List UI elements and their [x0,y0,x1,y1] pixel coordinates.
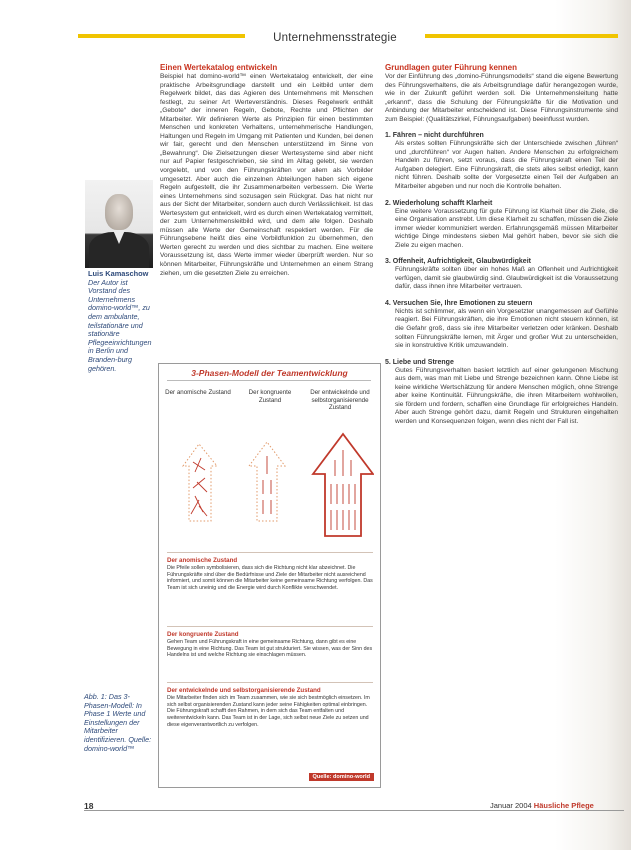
anomic-arrow-icon [183,444,217,521]
figure-source-tag: Quelle: domino-world [309,773,375,781]
section-title: Unternehmensstrategie [245,32,425,46]
middle-heading: Einen Wertekatalog entwickeln [160,63,278,72]
figure-section-2-heading: Der kongruente Zustand [167,631,239,638]
phase-arrows-diagram [165,426,374,546]
right-column [385,63,618,793]
right-heading: Grundlagen guter Führung kennen [385,63,517,72]
self-organizing-arrow-icon [313,434,373,536]
item-3-text: Führungskräfte sollten über ein hohes Maß an Offenheit und Aufrichtigkeit verfügen, damit sie glaubwürdig sind. Glaubwürdigkeit ist die Voraussetzung dafür, dass ihnen ihre Mitarbeiter vertrauen. [395,266,618,291]
item-1-text: Als erstes sollten Führungskräfte sich der Unterschiede zwischen „führen“ und „durchführen“ vor Augen halten. Andere Menschen zu erfolgreichem Handeln zu führen, setzt voraus, dass die Führungskraft einen Teil der Aufgaben delegiert. Eine Führungskraft, die stets alles selbst erledigt, kann nicht führen. Deshalb sollte der Vorgesetzte einen Teil der Aufgaben an Mitarbeiter abgeben und nur noch die Kontrolle behalten. [395,140,618,191]
author-photo [85,180,153,268]
item-5-title: 5. Liebe und Strenge [385,358,454,366]
phase-label-3: Der entwickelnde und selbstorganisierende Zustand [310,389,370,411]
right-intro: Vor der Einführung des „domino-Führungsmodells“ stand die eigene Bewertung des Führungsverhaltens, die als Arbeitsgrundlage dafür herangezogen wurde, wie in der Zukunft geführt werden soll. Die Unternehmensleitung hatte „erkannt“, dass die Schulung der Führungskräfte für die Motivation und Anbindung der Mitarbeiter entscheidend ist. Diese Führungsinstrumente sind zum Beispiel: (Qualitätszirkel, Führungsaufgaben) beeinflusst wurden. [385,73,618,123]
author-bio: Der Autor ist Vorstand des Unternehmens domino-world™, zu dem ambulante, teilstationäre und stationäre Pflegeeinrichtungen in Berlin und Branden-burg gehören. [88,277,152,373]
footer-issue [490,801,594,810]
page-number: 18 [84,801,94,811]
middle-text: Beispiel hat domino-world™ einen Wertekatalog entwickelt, der eine praktische Arbeitsgrundlage darstellt und ein Leitbild unter dem Regelwerk bildet, das das Agieren des Unternehmens mit Menschen festlegt, zu seiner Art Werteverständnis. Dieses Regelwerk enthält „Gebote“ der inneren Regeln, Gebote, Rechte und Pflichten der Mitarbeiter. Wir definieren Werte als Prinzipien für einen bestimmten Menschen und konkreten Verhaltens, unternehmerische Handlungen, Haltungen und Regeln im Umgang mit Patienten und Kunden, bei denen wir fair, gerecht und den Menschen unterstützend im Sinne von „Bewahrung“. Die Zielsetzungen dieser Wertesysteme sind aber nicht nur auf Papier festgeschrieben, sie sind im Alltag gelebt, sie werden vorgelebt, und von den Führungskräften vor allem als Vorbilder umgesetzt. Aber auch die einzelnen Abteilungen haben sich eigene Regeln aufgestellt, die ihr Zusammenarbeiten verbessern. Die Werte eines Unternehmens sind sozusagen sein Rückgrat. Das hat nicht nur aus der Sicht der Mitarbeiter, sondern auch durch Verlässlichkeit. Ist das Wertesystem gut entwickelt, wird es durch einen Wertekatalog vermittelt, der zum Unternehmensleitbild wird, und dem alle folgen. Deshalb müssen alle Werte der Gemeinschaft respektiert werden. Für die Führungsebene heißt dies eine Vorbildfunktion zu übernehmen, den Werten gerecht zu werden und dies sichtbar zu machen. Eine weitere Voraussetzung ist, dass Werte immer wieder überprüft werden. Nur so können Mitarbeiter, Führungskräfte und Unternehmen an einem Strang ziehen, um die gesetzten Ziele zu erreichen. [160,73,373,277]
author-caption [88,270,156,373]
figure-caption: Abb. 1: Das 3-Phasen-Modell: In Phase 1 Werte und Einstellungen der Mitarbeiter identifizieren. Quelle: domino-world™ [84,692,152,753]
footer-rule [84,810,624,811]
author-name: Luis Kamaschow [88,269,149,278]
figure-section-2 [167,630,373,659]
item-5-text: Gutes Führungsverhalten basiert letztlich auf einer gelungenen Mischung aus dem, was man mit Liebe und Strenge bezeichnen kann. Ohne Liebe ist keine wirkliche Wertschätzung für andere Menschen möglich, ohne Strenge aber keine Kontinuität. Führungskräfte, die ihren Mitarbeitern wohlwollen, sie fördern und fordern, schaffen eine Grundlage für erfolgreiches Handeln. Aber auch Strenge gehört dazu, damit Regeln und Strukturen eingehalten werden und Konsequenzen folgen, wenn dies nicht der Fall ist. [395,366,618,425]
figure-section-3-heading: Der entwickelnde und selbstorganisierende Zustand [167,687,321,694]
figure-section-3-text: Die Mitarbeiter finden sich im Team zusammen, wie sie sich bestmöglich einsetzen. Im sich selbst organisierenden Zustand kann jeder seine Fähigkeiten optimal einbringen. Die Führungskraft schafft den Rahmen, in dem sich das Team entfalten und weiterentwickeln kann. Das Team ist in der Lage, sich selbst neue Ziele zu setzen und diese eigenverantwortlich zu verfolgen. [167,694,370,728]
item-4-text: Nichts ist schlimmer, als wenn ein Vorgesetzter unangemessen auf Gefühle reagiert. Bei Führungskräften, die ihre Emotionen nicht steuern können, ist die Gefahr groß, dass sie ihre Mitarbeiter verletzen oder kränken. Deshalb sollten Führungskräfte lernen, mit Ärger und großer Wut zu unterscheiden, sie in konstruktive Kritik umzuwandeln. [395,307,618,350]
item-2-title: 2. Wiederholung schafft Klarheit [385,199,493,207]
item-4-title: 4. Versuchen Sie, Ihre Emotionen zu steuern [385,299,533,307]
middle-column [160,63,373,348]
team-model-figure [158,363,381,788]
figure-section-1-heading: Der anomische Zustand [167,557,238,564]
item-1-title: 1. Fähren – nicht durchführen [385,132,484,140]
phase-label-2: Der kongruente Zustand [248,389,292,404]
magazine-name: Häusliche Pflege [533,801,594,810]
figure-section-1 [167,556,373,592]
issue-date: Januar 2004 [490,801,534,810]
figure-section-2-text: Gehen Team und Führungskraft in eine gemeinsame Richtung, dann gibt es eine Bewegung in eine Richtung. Das Team ist gut strukturiert. Sie wissen, was der Sinn des Handelns ist und welche Richtung sie einschlagen müssen. [167,638,373,659]
item-3-title: 3. Offenheit, Aufrichtigkeit, Glaubwürdigkeit [385,258,531,266]
figure-section-1-text: Die Pfeile sollen symbolisieren, dass sich die Richtung nicht klar abzeichnet. Die Führungskräfte sind über die Bedürfnisse und Ziele der Mitarbeiter nicht ausreichend informiert, und somit können die Mitarbeiter keine gemeinsame Richtung verfolgen. Das Team ist sich uneinig und die Energie wird durch Konflikte verschwendet. [167,564,373,592]
item-2-text: Eine weitere Voraussetzung für gute Führung ist Klarheit über die Ziele, die eine Organisation anstrebt. Um diese Klarheit zu schaffen, müssen die Ziele immer wieder kommuniziert werden. Erfahrungsgemäß müssen Mitarbeiter wichtige Dinge mindestens sieben Mal gehört haben, bevor sie sich die Ziele zu eigen machen. [395,207,618,249]
phase-label-1: Der anomische Zustand [165,389,231,396]
figure-title: 3-Phasen-Modell der Teamentwicklung [191,368,348,378]
congruent-arrow-icon [249,442,285,521]
figure-section-3 [167,686,373,729]
